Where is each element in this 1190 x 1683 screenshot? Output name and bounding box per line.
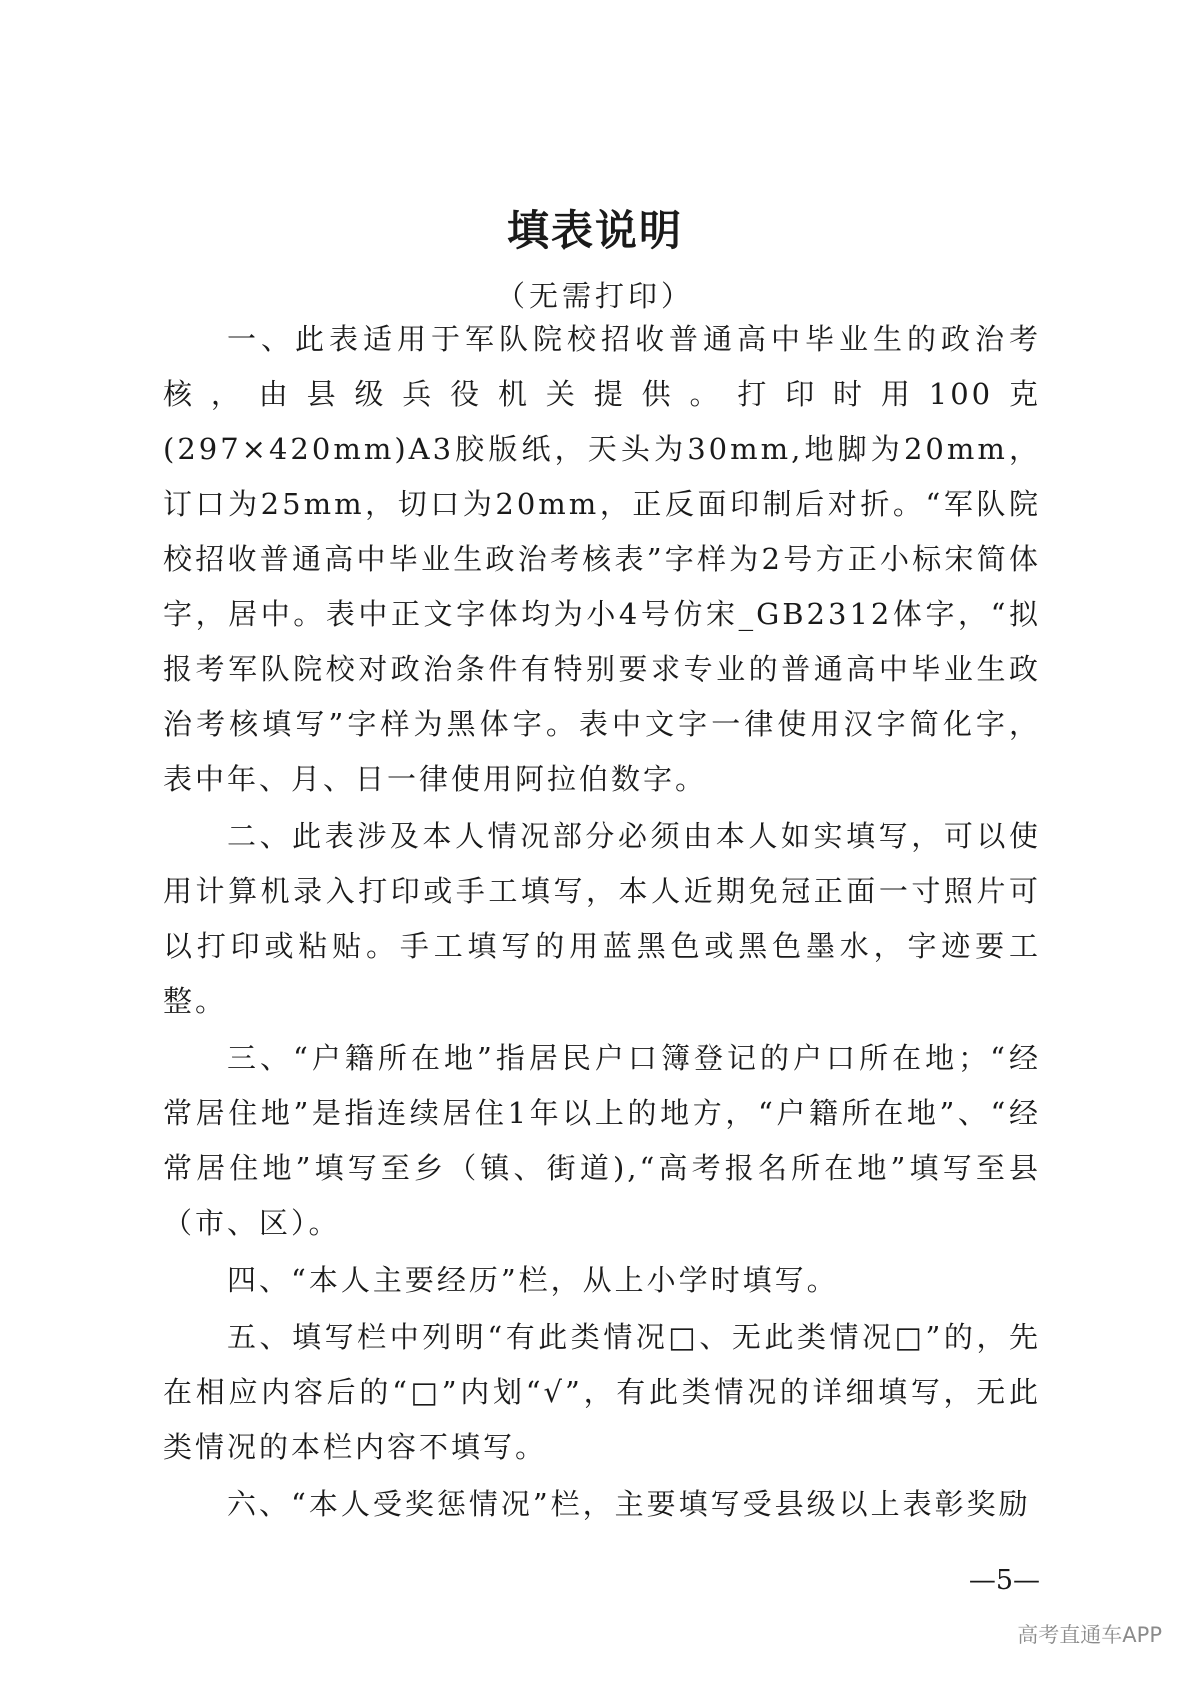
watermark-text: 高考直通车APP (1017, 1623, 1162, 1647)
paragraph-3: 三、“户籍所在地”指居民户口簿登记的户口所在地；“经常居住地”是指连续居住1年以上的地方，“户籍所在地”、“经常居住地”填写至乡（镇、街道),“高考报名所在地”填写至县（市、区）。 (163, 1041, 1041, 1240)
paragraph-1: 一、此表适用于军队院校招收普通高中毕业生的政治考核，由县级兵役机关提供。打印时用100克(297×420mm)A3胶版纸，天头为30mm,地脚为20mm，订口为25mm，切口为20mm，正反面印制后对折。“军队院校招收普通高中毕业生政治考核表”字样为2号方正小标宋简体字，居中。表中正文字体均为小4号仿宋_GB2312体字，“拟报考军队院校对政治条件有特别要求专业的普通高中毕业生政治考核填写”字样为黑体字。表中文字一律使用汉字简化字，表中年、月、日一律使用阿拉伯数字。 (163, 322, 1041, 796)
paragraph-5: 五、填写栏中列明“有此类情况□、无此类情况□”的，先在相应内容后的“□”内划“√”，有此类情况的详细填写，无此类情况的本栏内容不填写。 (163, 1320, 1041, 1464)
page-title: 填表说明 (506, 206, 683, 255)
paragraph-6: 六、“本人受奖惩情况”栏，主要填写受县级以上表彰奖励 (227, 1487, 1031, 1521)
page-number: —5— (968, 1565, 1040, 1596)
instructions-body (163, 312, 1041, 1534)
paragraph-4: 四、“本人主要经历”栏，从上小学时填写。 (227, 1263, 839, 1297)
page-subtitle: （无需打印） (495, 279, 694, 313)
paragraph-2: 二、此表涉及本人情况部分必须由本人如实填写，可以使用计算机录入打印或手工填写，本人近期免冠正面一寸照片可以打印或粘贴。手工填写的用蓝黑色或黑色墨水，字迹要工整。 (163, 819, 1041, 1018)
